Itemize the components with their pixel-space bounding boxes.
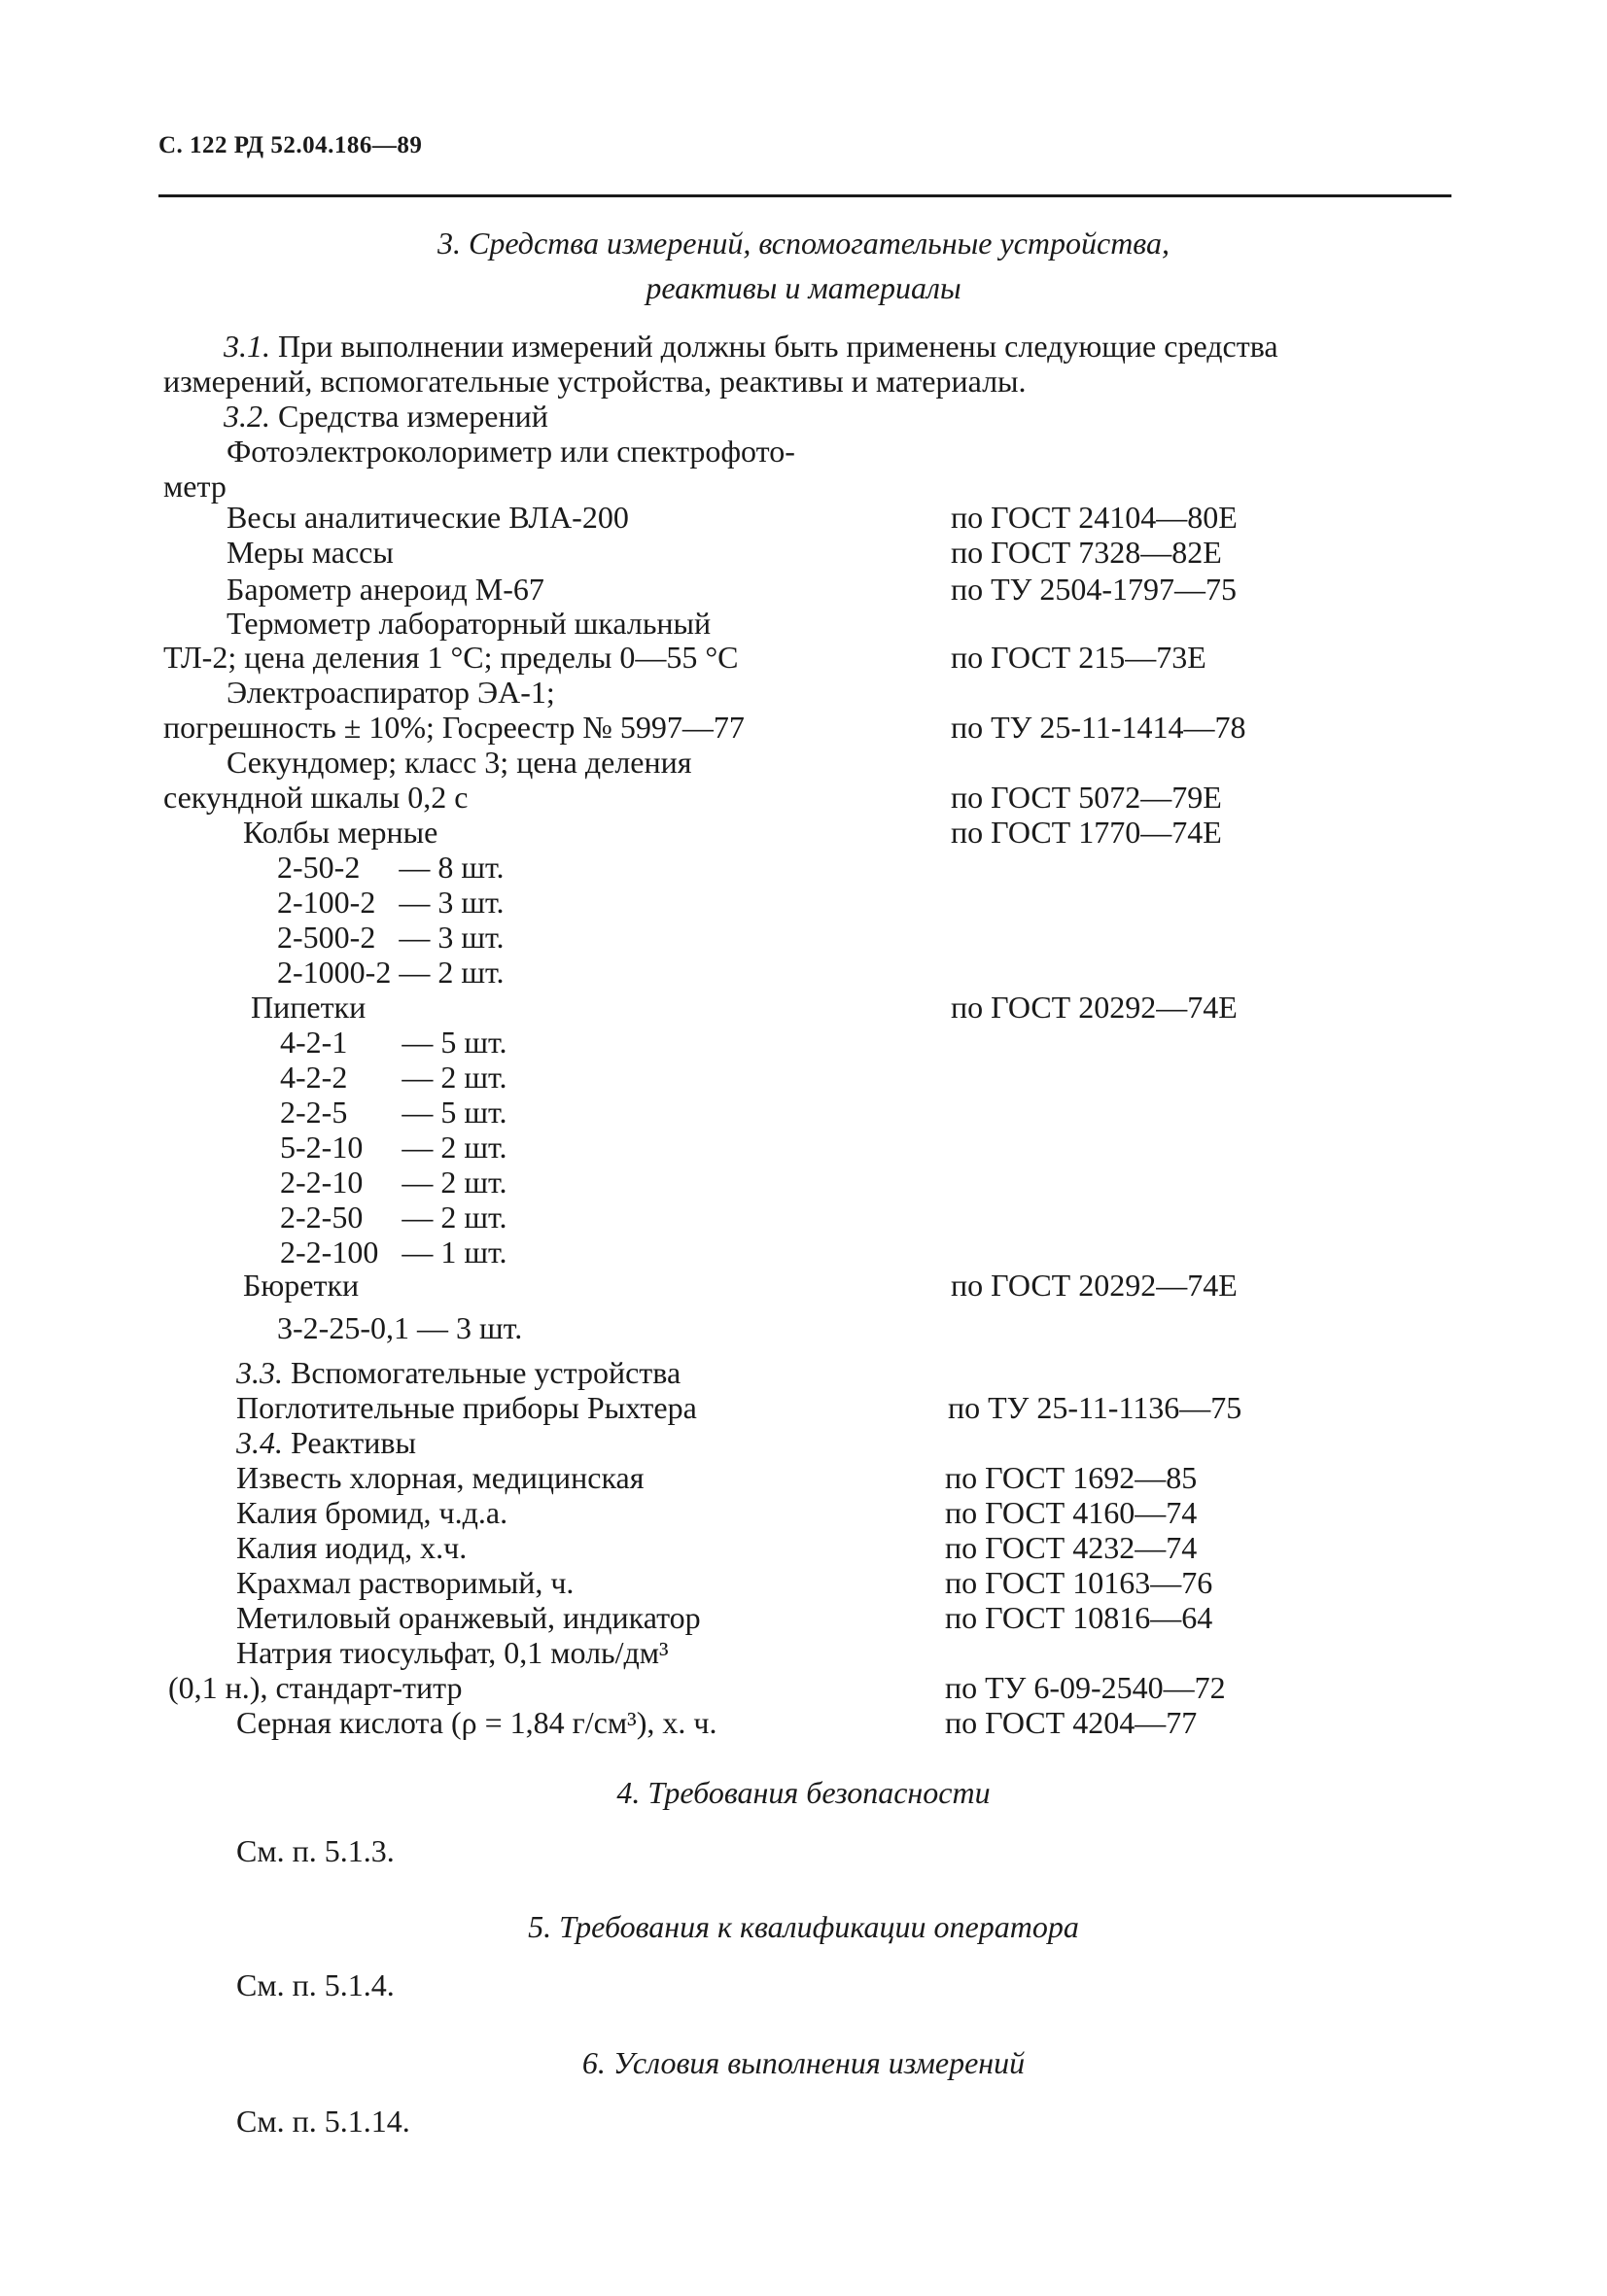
photocolorimeter-line-1: Фотоэлектроколориметр или спектрофото- [227,434,795,469]
instrument-item: 2-2-100 — 1 шт. [280,1235,507,1270]
instrument-item: 2-2-50 — 2 шт. [280,1200,507,1235]
paragraph-3-4-number: 3.4. [236,1425,283,1460]
reagent-ref: по ГОСТ 10816—64 [945,1600,1213,1635]
reagent-item: Калия иодид, х.ч. [236,1530,468,1565]
instrument-ref: по ГОСТ 20292—74Е [951,1268,1238,1303]
instrument-item: 3-2-25-0,1 — 3 шт. [277,1310,523,1345]
paragraph-3-3-number: 3.3. [236,1355,283,1390]
reagent-item: Крахмал растворимый, ч. [236,1565,575,1600]
paragraph-3-1-number: 3.1. [224,329,270,364]
instrument-ref: по ГОСТ 1770—74Е [951,815,1222,850]
section-5-text: См. п. 5.1.4. [236,1967,395,2002]
instrument-item: Меры массы [227,535,394,570]
instrument-ref: по ТУ 2504-1797—75 [951,572,1237,607]
paragraph-3-3-heading [236,1357,681,1388]
paragraph-3-1-line-2: измерений, вспомогательные устройства, реактивы и материалы. [163,364,1027,399]
paragraph-3-2-heading [224,400,548,432]
instrument-item: 2-100-2 — 3 шт. [277,885,505,920]
paragraph-3-4-heading [236,1427,416,1458]
paragraph-3-3-text: Вспомогательные устройства [283,1355,681,1390]
instrument-item: Секундомер; класс 3; цена деления [227,745,692,780]
reagent-item: (0,1 н.), стандарт-титр [168,1670,463,1705]
absorbers-item: Поглотительные приборы Рыхтера [236,1390,697,1425]
instrument-item: Электроаспиратор ЭА-1; [227,675,555,710]
instrument-item: Барометр анероид М-67 [227,572,544,607]
instrument-item: погрешность ± 10%; Госреестр № 5997—77 [163,710,745,745]
reagent-item: Калия бромид, ч.д.а. [236,1495,508,1530]
section-6-text: См. п. 5.1.14. [236,2104,410,2139]
header-rule [158,194,1451,197]
section-3-title-line-1: 3. Средства измерений, вспомогательные устройства, [437,226,1170,261]
instrument-ref: по ТУ 25-11-1414—78 [951,710,1246,745]
reagent-item: Натрия тиосульфат, 0,1 моль/дм³ [236,1635,669,1670]
instrument-item: Термометр лабораторный шкальный [227,606,712,641]
reagent-item: Серная кислота (ρ = 1,84 г/см³), х. ч. [236,1705,717,1740]
page-header: С. 122 РД 52.04.186—89 [158,132,423,158]
section-4-text: См. п. 5.1.3. [236,1833,395,1868]
section-4-title: 4. Требования безопасности [616,1775,991,1810]
paragraph-3-1-text: При выполнении измерений должны быть применены следующие средства [270,329,1278,364]
instrument-item: 5-2-10 — 2 шт. [280,1130,507,1165]
paragraph-3-2-number: 3.2. [224,399,270,434]
instrument-item: 2-50-2 — 8 шт. [277,850,505,885]
reagent-ref: по ГОСТ 10163—76 [945,1565,1213,1600]
instrument-item: 2-500-2 — 3 шт. [277,920,505,955]
instrument-item: 2-2-10 — 2 шт. [280,1165,507,1200]
reagent-ref: по ГОСТ 4204—77 [945,1705,1198,1740]
section-5-title: 5. Требования к квалификации оператора [528,1909,1079,1944]
paragraph-3-2-text: Средства измерений [270,399,548,434]
reagent-item: Известь хлорная, медицинская [236,1460,645,1495]
instrument-item: Пипетки [251,990,367,1025]
reagent-ref: по ГОСТ 4160—74 [945,1495,1198,1530]
paragraph-3-4-text: Реактивы [283,1425,417,1460]
instrument-item: 2-2-5 — 5 шт. [280,1095,507,1130]
reagent-ref: по ГОСТ 4232—74 [945,1530,1198,1565]
instrument-item: Бюретки [243,1268,360,1303]
reagent-item: Метиловый оранжевый, индикатор [236,1600,701,1635]
section-3-title-line-2: реактивы и материалы [646,270,961,305]
instrument-ref: по ГОСТ 5072—79Е [951,780,1222,815]
instrument-item: ТЛ-2; цена деления 1 °С; пределы 0—55 °С [163,640,739,675]
instrument-item: Колбы мерные [243,815,438,850]
absorbers-ref: по ТУ 25-11-1136—75 [948,1390,1242,1425]
instrument-item: 2-1000-2 — 2 шт. [277,955,505,990]
instrument-item: 4-2-1 — 5 шт. [280,1025,507,1060]
reagent-ref: по ГОСТ 1692—85 [945,1460,1198,1495]
instrument-ref: по ГОСТ 24104—80Е [951,500,1238,535]
section-6-title: 6. Условия выполнения измерений [581,2045,1026,2080]
instrument-ref: по ГОСТ 215—73Е [951,640,1206,675]
reagent-ref: по ТУ 6-09-2540—72 [945,1670,1226,1705]
instrument-item: Весы аналитические ВЛА-200 [227,500,629,535]
paragraph-3-1-line-1 [224,330,1278,362]
photocolorimeter-line-2: метр [163,469,227,504]
instrument-ref: по ГОСТ 7328—82Е [951,535,1222,570]
instrument-item: 4-2-2 — 2 шт. [280,1060,507,1095]
instrument-item: секундной шкалы 0,2 с [163,780,469,815]
instrument-ref: по ГОСТ 20292—74Е [951,990,1238,1025]
